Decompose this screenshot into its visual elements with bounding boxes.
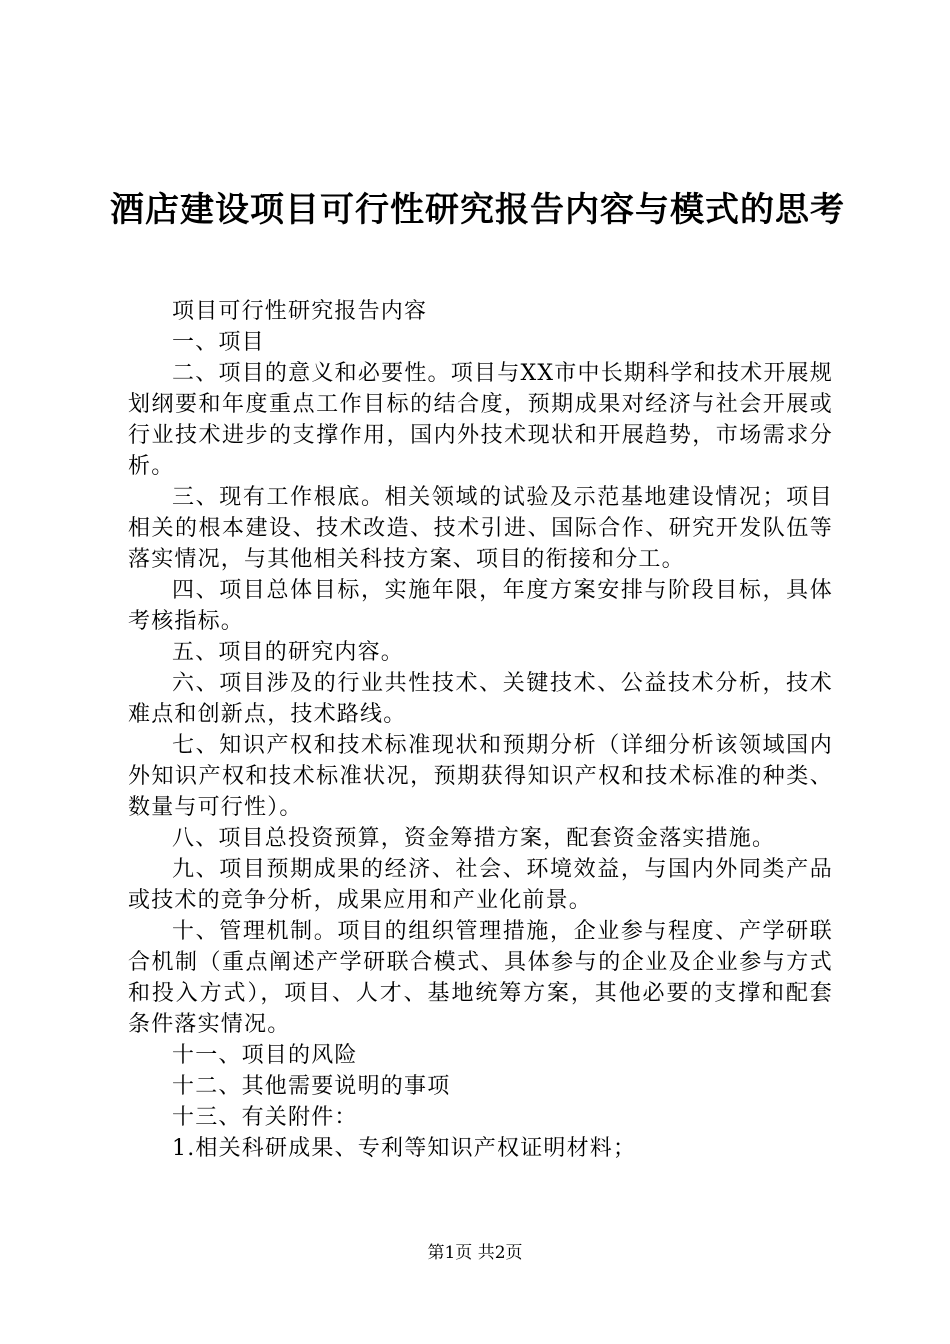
document-title: 酒店建设项目可行性研究报告内容与模式的思考 xyxy=(110,190,845,230)
paragraph: 十二、其他需要说明的事项 xyxy=(172,1074,451,1099)
paragraph: 十三、有关附件： xyxy=(172,1105,358,1130)
paragraph: 四、项目总体目标，实施年限，年度方案安排与阶段目标，具体考核指标。 xyxy=(128,578,833,634)
paragraph: 二、项目的意义和必要性。项目与XX市中长期科学和技术开展规划纲要和年度重点工作目标的结合度，预期成果对经济与社会开展或行业技术进步的支撑作用，国内外技术现状和开展趋势，市场需求分析。 xyxy=(128,361,833,479)
paragraph: 九、项目预期成果的经济、社会、环境效益，与国内外同类产品或技术的竞争分析，成果应用和产业化前景。 xyxy=(128,857,833,913)
paragraph: 一、项目 xyxy=(172,330,265,355)
document-body xyxy=(128,296,833,1164)
paragraph: 八、项目总投资预算，资金筹措方案，配套资金落实措施。 xyxy=(172,826,776,851)
paragraph: 1.相关科研成果、专利等知识产权证明材料； xyxy=(172,1136,637,1161)
page-footer: 第1页 共2页 xyxy=(427,1243,523,1263)
paragraph: 十、管理机制。项目的组织管理措施，企业参与程度、产学研联合机制（重点阐述产学研联合模式、具体参与的企业及企业参与方式和投入方式），项目、人才、基地统筹方案，其他必要的支撑和配套条件落实情况。 xyxy=(128,919,833,1037)
paragraph: 七、知识产权和技术标准现状和预期分析（详细分析该领域国内外知识产权和技术标准状况，预期获得知识产权和技术标准的种类、数量与可行性）。 xyxy=(128,733,833,820)
paragraph: 十一、项目的风险 xyxy=(172,1043,358,1068)
paragraph: 六、项目涉及的行业共性技术、关键技术、公益技术分析，技术难点和创新点，技术路线。 xyxy=(128,671,833,727)
paragraph: 三、现有工作根底。相关领域的试验及示范基地建设情况；项目相关的根本建设、技术改造、技术引进、国际合作、研究开发队伍等落实情况，与其他相关科技方案、项目的衔接和分工。 xyxy=(128,485,833,572)
paragraph: 五、项目的研究内容。 xyxy=(172,640,405,665)
paragraph: 项目可行性研究报告内容 xyxy=(172,299,428,324)
